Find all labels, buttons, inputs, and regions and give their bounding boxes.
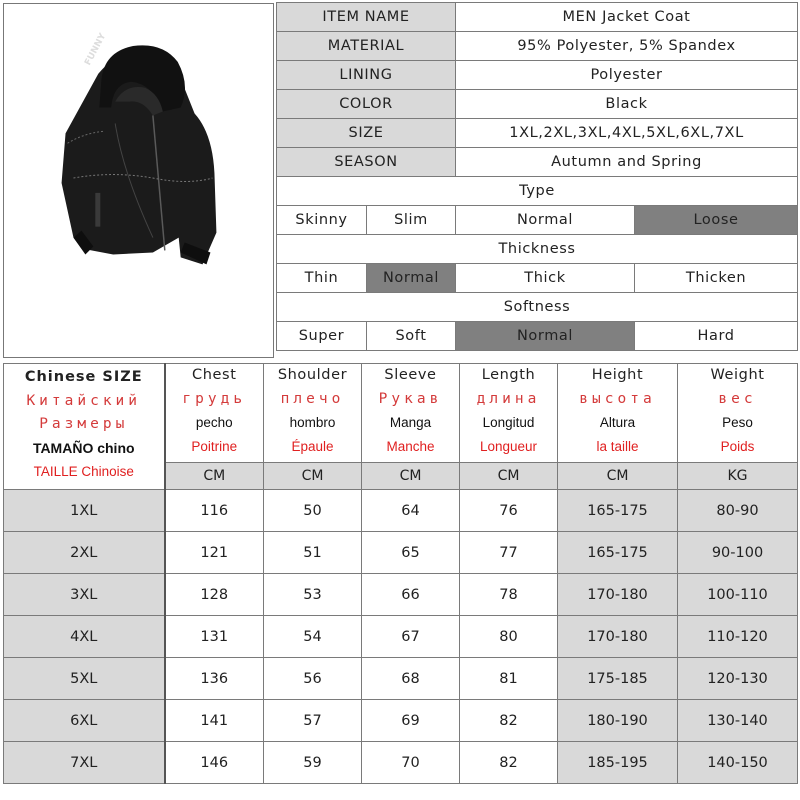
header-fr: la taille [596, 438, 639, 454]
value-cell: 130-140 [678, 700, 798, 742]
value-cell: 185-195 [558, 742, 678, 784]
spec-value: 95% Polyester, 5% Spandex [456, 32, 798, 61]
type-option: Loose [635, 206, 798, 235]
value-cell: 131 [165, 616, 264, 658]
header-ru: Размеры [39, 416, 129, 432]
header-ru: Китайский [26, 392, 142, 409]
type-heading-row [277, 177, 798, 206]
jacket-image [4, 4, 273, 357]
value-cell: 57 [264, 700, 362, 742]
value-cell: 90-100 [678, 532, 798, 574]
type-heading: Type [277, 177, 798, 206]
value-cell: 64 [362, 490, 460, 532]
value-cell: 170-180 [558, 616, 678, 658]
header-fr: TAILLE Chinoise [33, 464, 134, 479]
value-cell: 51 [264, 532, 362, 574]
spec-label: SEASON [277, 148, 456, 177]
thickness-heading-row [277, 235, 798, 264]
header-en: Chinese SIZE [24, 369, 143, 385]
size-chart-header-row [4, 364, 798, 463]
value-cell: 180-190 [558, 700, 678, 742]
header-es: Peso [722, 415, 753, 430]
spec-value: Polyester [456, 61, 798, 90]
size-cell: 3XL [4, 574, 165, 616]
thickness-option: Thick [456, 264, 635, 293]
value-cell: 81 [460, 658, 558, 700]
spec-label: MATERIAL [277, 32, 456, 61]
type-option: Slim [367, 206, 456, 235]
thickness-options-row [277, 264, 798, 293]
header-es: TAMAÑO chino [32, 439, 135, 456]
thickness-option: Thin [277, 264, 367, 293]
size-cell: 6XL [4, 700, 165, 742]
table-row [4, 700, 798, 742]
value-cell: 67 [362, 616, 460, 658]
softness-option: Super [277, 322, 367, 351]
header-ru: длина [476, 390, 541, 407]
size-chart-table [3, 363, 798, 784]
spec-row-season [277, 148, 798, 177]
unit-cell: CM [460, 463, 558, 490]
spec-value: Autumn and Spring [456, 148, 798, 177]
value-cell: 110-120 [678, 616, 798, 658]
value-cell: 165-175 [558, 532, 678, 574]
value-cell: 128 [165, 574, 264, 616]
header-en: Shoulder [277, 367, 348, 383]
table-row [4, 532, 798, 574]
value-cell: 82 [460, 700, 558, 742]
spec-row-color [277, 90, 798, 119]
hood-text: FUNNY [83, 31, 109, 68]
column-header [460, 364, 558, 463]
header-en: Chest [192, 367, 237, 383]
thickness-heading: Thickness [277, 235, 798, 264]
header-fr: Longueur [479, 438, 538, 454]
size-cell: 1XL [4, 490, 165, 532]
size-cell: 7XL [4, 742, 165, 784]
column-header [165, 364, 264, 463]
unit-cell: KG [678, 463, 798, 490]
table-row [4, 616, 798, 658]
value-cell: 50 [264, 490, 362, 532]
header-ru: высота [579, 390, 656, 407]
column-header [264, 364, 362, 463]
softness-option: Soft [367, 322, 456, 351]
unit-cell: CM [362, 463, 460, 490]
softness-option: Normal [456, 322, 635, 351]
spec-table [276, 2, 798, 351]
softness-option: Hard [635, 322, 798, 351]
value-cell: 120-130 [678, 658, 798, 700]
header-fr: Poids [720, 438, 755, 454]
type-option: Normal [456, 206, 635, 235]
value-cell: 175-185 [558, 658, 678, 700]
spec-label: ITEM NAME [277, 3, 456, 32]
value-cell: 116 [165, 490, 264, 532]
column-header [362, 364, 460, 463]
unit-cell: CM [558, 463, 678, 490]
value-cell: 54 [264, 616, 362, 658]
value-cell: 69 [362, 700, 460, 742]
header-es: Longitud [482, 415, 535, 430]
spec-value: MEN Jacket Coat [456, 3, 798, 32]
size-cell: 5XL [4, 658, 165, 700]
header-en: Height [591, 367, 644, 383]
value-cell: 100-110 [678, 574, 798, 616]
header-ru: Рукав [378, 390, 443, 407]
value-cell: 146 [165, 742, 264, 784]
spec-row-material [277, 32, 798, 61]
value-cell: 66 [362, 574, 460, 616]
value-cell: 165-175 [558, 490, 678, 532]
header-fr: Manche [386, 438, 435, 454]
type-options-row [277, 206, 798, 235]
value-cell: 121 [165, 532, 264, 574]
table-row [4, 742, 798, 784]
header-ru: вес [718, 390, 757, 407]
value-cell: 56 [264, 658, 362, 700]
header-ru: плечо [280, 390, 345, 407]
size-column-header [4, 364, 165, 490]
softness-heading: Softness [277, 293, 798, 322]
header-ru: грудь [182, 390, 247, 407]
value-cell: 170-180 [558, 574, 678, 616]
header-en: Length [481, 367, 536, 383]
table-row [4, 658, 798, 700]
value-cell: 68 [362, 658, 460, 700]
value-cell: 76 [460, 490, 558, 532]
header-es: Manga [389, 415, 432, 430]
column-header [558, 364, 678, 463]
spec-label: COLOR [277, 90, 456, 119]
value-cell: 59 [264, 742, 362, 784]
value-cell: 136 [165, 658, 264, 700]
header-en: Weight [710, 367, 765, 383]
product-photo [3, 3, 274, 358]
unit-cell: CM [165, 463, 264, 490]
table-row [4, 490, 798, 532]
size-cell: 4XL [4, 616, 165, 658]
value-cell: 141 [165, 700, 264, 742]
spec-label: LINING [277, 61, 456, 90]
thickness-option: Normal [367, 264, 456, 293]
header-en: Sleeve [384, 367, 437, 383]
header-es: pecho [195, 415, 233, 430]
value-cell: 78 [460, 574, 558, 616]
spec-value: Black [456, 90, 798, 119]
value-cell: 82 [460, 742, 558, 784]
softness-options-row [277, 322, 798, 351]
thickness-option: Thicken [635, 264, 798, 293]
value-cell: 70 [362, 742, 460, 784]
unit-cell: CM [264, 463, 362, 490]
column-header [678, 364, 798, 463]
header-es: hombro [289, 415, 336, 430]
spec-value: 1XL,2XL,3XL,4XL,5XL,6XL,7XL [456, 119, 798, 148]
type-option: Skinny [277, 206, 367, 235]
header-fr: Épaule [291, 438, 334, 454]
spec-row-size [277, 119, 798, 148]
value-cell: 53 [264, 574, 362, 616]
table-row [4, 574, 798, 616]
value-cell: 65 [362, 532, 460, 574]
spec-label: SIZE [277, 119, 456, 148]
spec-row-lining [277, 61, 798, 90]
header-es: Altura [599, 415, 636, 430]
softness-heading-row [277, 293, 798, 322]
value-cell: 80-90 [678, 490, 798, 532]
size-cell: 2XL [4, 532, 165, 574]
spec-row-item-name [277, 3, 798, 32]
value-cell: 140-150 [678, 742, 798, 784]
header-fr: Poitrine [191, 438, 238, 454]
value-cell: 77 [460, 532, 558, 574]
value-cell: 80 [460, 616, 558, 658]
